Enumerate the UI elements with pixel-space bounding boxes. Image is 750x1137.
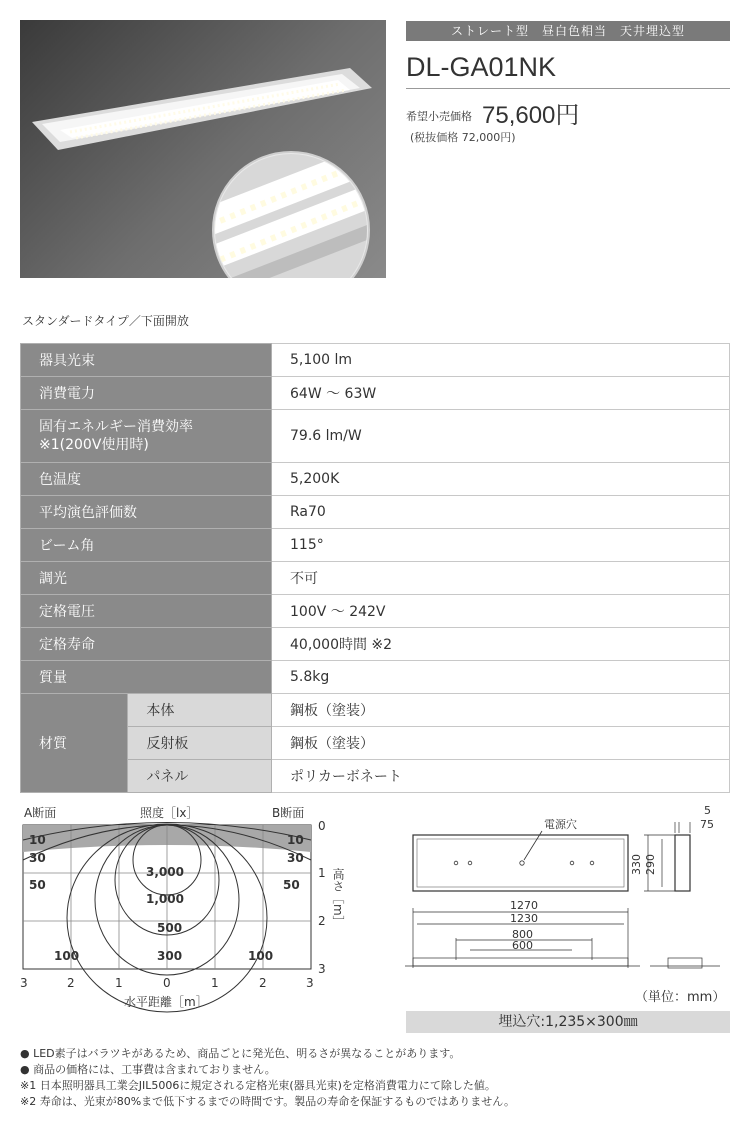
note-line: ※1 日本照明器具工業会JIL5006に規定される定格光束(器具光束)を定格消費電力にて除した値。: [20, 1079, 496, 1092]
material-value: 鋼板（塗装）: [272, 694, 730, 727]
spec-key: 定格電圧: [21, 595, 272, 628]
spec-value: 5.8kg: [272, 661, 730, 694]
spec-row: [21, 496, 730, 529]
spec-row: [21, 463, 730, 496]
chart-title: 照度［lx］: [140, 806, 199, 820]
dim-1270: 1270: [510, 899, 538, 912]
spec-value: 115°: [272, 529, 730, 562]
dim-75: 75: [700, 818, 714, 831]
dim-5: 5: [704, 804, 711, 817]
y-axis-label: 高さ［m］: [331, 868, 345, 928]
x-tick: 2: [259, 976, 267, 990]
spec-key-line1: 固有エネルギー消費効率: [39, 419, 193, 435]
x-tick: 1: [115, 976, 123, 990]
contour-label-right: 10: [287, 833, 304, 847]
cutout-size: 埋込穴:1,235×300㎜: [406, 1011, 730, 1033]
contour-label-left: 50: [29, 878, 46, 892]
x-tick: 1: [211, 976, 219, 990]
dim-1230: 1230: [510, 912, 538, 925]
y-tick: 1: [318, 866, 326, 880]
spec-row: [21, 344, 730, 377]
price-excl-tax: (税抜価格 72,000円): [410, 131, 516, 144]
spec-key: [21, 410, 272, 463]
dim-290: 290: [644, 854, 657, 875]
spec-value: 5,100 lm: [272, 344, 730, 377]
note-line: ● LED素子はバラツキがあるため、商品ごとに発光色、明るさが異なることがあります。: [20, 1047, 461, 1060]
unit-label: （単位：mm）: [635, 990, 726, 1005]
model-number: DL-GA01NK: [406, 52, 557, 82]
notes: [20, 1046, 515, 1110]
contour-label: 3,000: [146, 865, 184, 879]
spec-key: ビーム角: [21, 529, 272, 562]
contour-label: 500: [157, 921, 183, 935]
spec-value: 40,000時間 ※2: [272, 628, 730, 661]
contour-label-left: 10: [29, 833, 46, 847]
contour-label-right: 100: [248, 949, 274, 963]
spec-value: 100V ～ 242V: [272, 595, 730, 628]
chart-label-a: A断面: [24, 806, 57, 820]
dim-800: 800: [512, 928, 533, 941]
spec-row: [21, 595, 730, 628]
spec-value: 5,200K: [272, 463, 730, 496]
price-label: 希望小売価格: [406, 110, 472, 123]
material-key: 反射板: [128, 727, 272, 760]
header-divider: [406, 88, 730, 89]
type-label-bar: ストレート型 昼白色相当 天井埋込型: [406, 21, 730, 41]
dimension-drawing: [400, 800, 740, 980]
spec-value: 79.6 lm/W: [272, 410, 730, 463]
price: 75,600円: [482, 102, 580, 129]
x-tick: 0: [163, 976, 171, 990]
spec-key-line2: ※1(200V使用時): [39, 437, 149, 453]
illuminance-chart: [20, 800, 380, 1020]
contour-label-left: 100: [54, 949, 80, 963]
spec-row: [21, 377, 730, 410]
x-tick: 2: [67, 976, 75, 990]
spec-value: 64W ～ 63W: [272, 377, 730, 410]
note-line: ※2 寿命は、光束が80%まで低下するまでの時間です。製品の寿命を保証するものではありません。: [20, 1095, 515, 1108]
dim-330: 330: [630, 854, 643, 875]
material-key: パネル: [128, 760, 272, 793]
dim-600: 600: [512, 939, 533, 952]
spec-row-material: [21, 694, 730, 727]
contour-label: 1,000: [146, 892, 184, 906]
spec-table: [20, 343, 730, 793]
spec-row: [21, 529, 730, 562]
spec-key: 定格寿命: [21, 628, 272, 661]
x-axis-label: 水平距離［m］: [124, 995, 208, 1009]
contour-label-right: 30: [287, 851, 304, 865]
x-tick: 3: [306, 976, 314, 990]
material-key: 本体: [128, 694, 272, 727]
spec-value: 不可: [272, 562, 730, 595]
spec-row: [21, 562, 730, 595]
y-tick: 3: [318, 962, 326, 976]
spec-value: Ra70: [272, 496, 730, 529]
spec-key: 平均演色評価数: [21, 496, 272, 529]
spec-key: 調光: [21, 562, 272, 595]
contour-label-left: 30: [29, 851, 46, 865]
contour-label: 300: [157, 949, 183, 963]
material-value: 鋼板（塗装）: [272, 727, 730, 760]
product-photo: [20, 20, 386, 278]
photo-caption: スタンダードタイプ／下面開放: [22, 314, 189, 328]
contour-label-right: 50: [283, 878, 300, 892]
y-tick: 0: [318, 819, 326, 833]
spec-key: 色温度: [21, 463, 272, 496]
spec-row: [21, 661, 730, 694]
material-value: ポリカーボネート: [272, 760, 730, 793]
material-label: 材質: [21, 694, 128, 793]
spec-key: 消費電力: [21, 377, 272, 410]
power-hole-label: 電源穴: [544, 818, 577, 831]
chart-label-b: B断面: [272, 806, 305, 820]
spec-row: [21, 410, 730, 463]
note-line: ● 商品の価格には、工事費は含まれておりません。: [20, 1063, 276, 1076]
spec-row: [21, 628, 730, 661]
y-tick: 2: [318, 914, 326, 928]
spec-key: 質量: [21, 661, 272, 694]
spec-key: 器具光束: [21, 344, 272, 377]
x-tick: 3: [20, 976, 28, 990]
